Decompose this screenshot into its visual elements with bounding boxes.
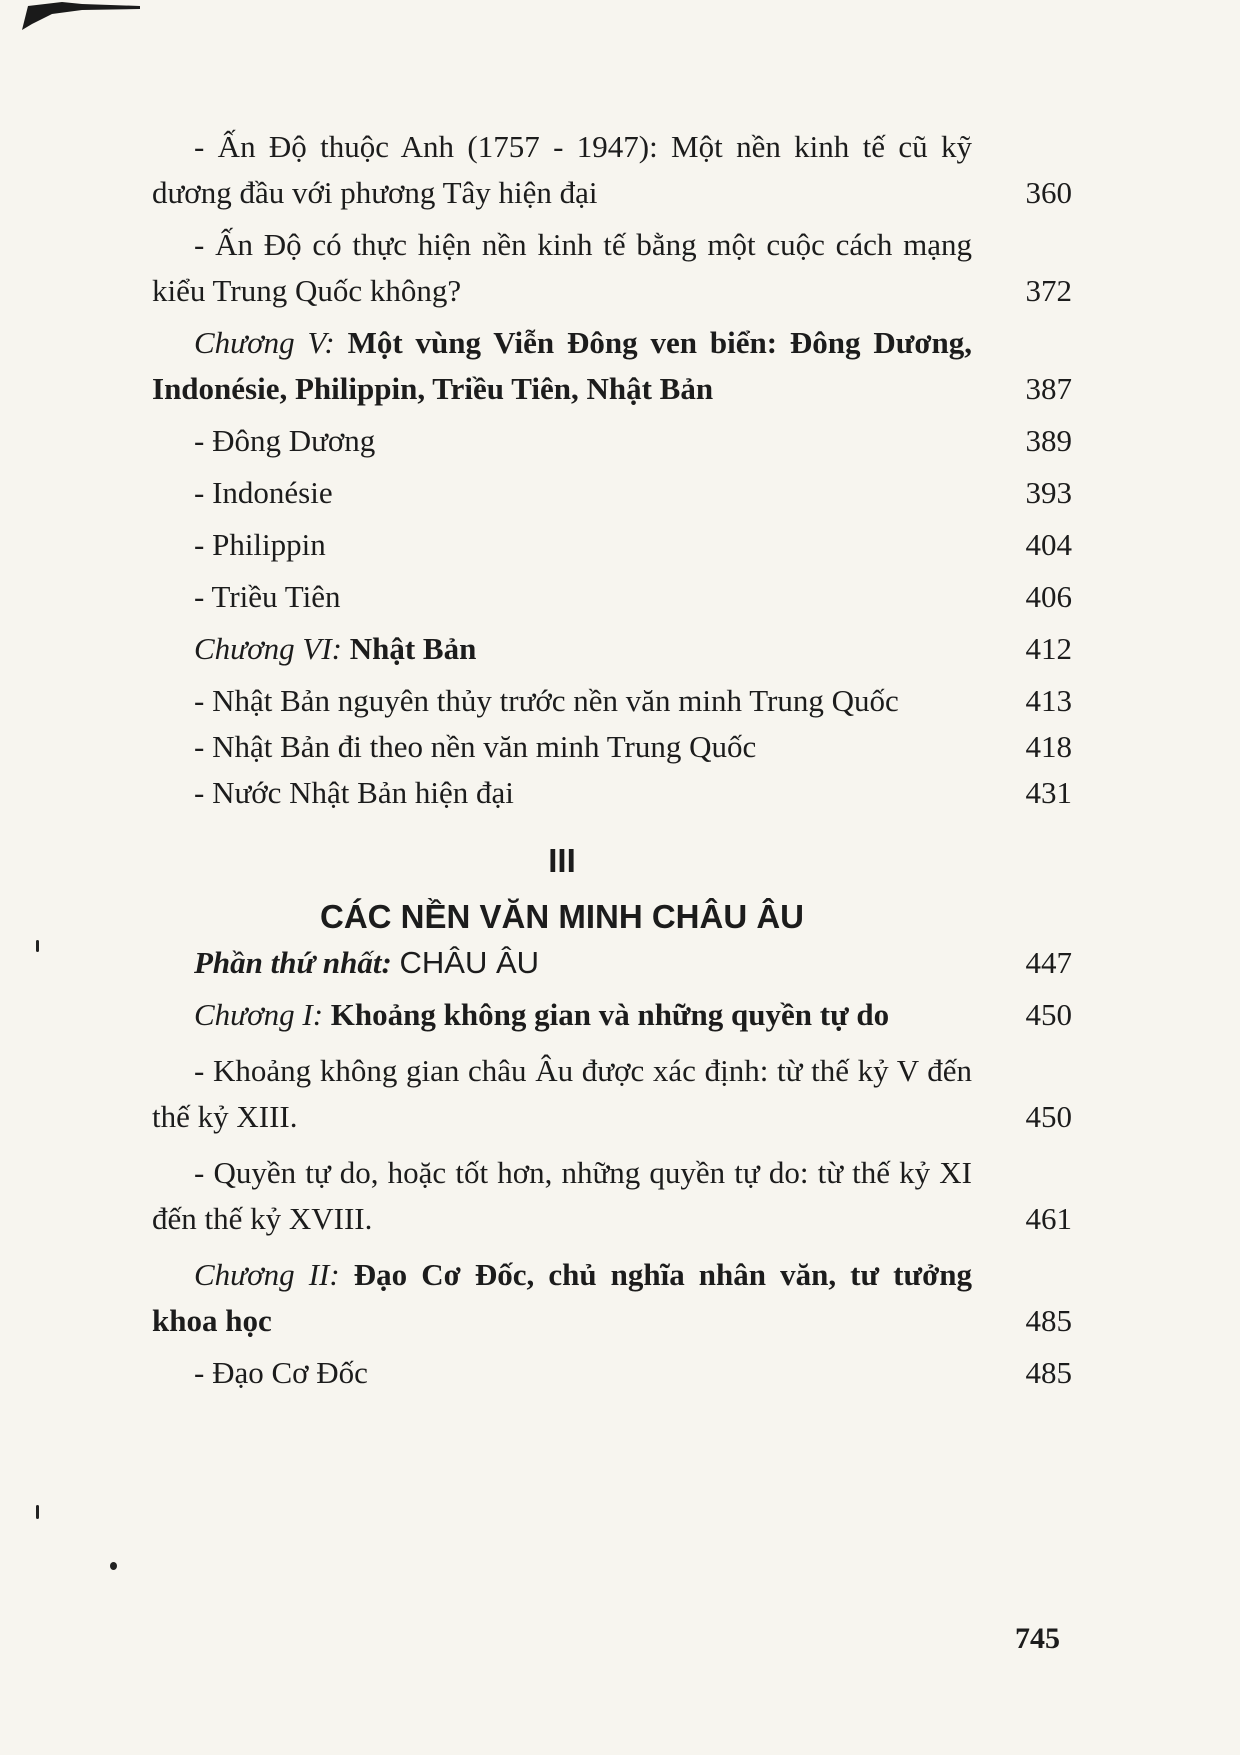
chapter-label: Chương VI: bbox=[194, 631, 342, 666]
chapter-title: Một vùng Viễn Đông ven biển: Đông Dương, Indonésie, Philippin, Triều Tiên, Nhật Bản bbox=[152, 325, 973, 406]
page-number: 745 bbox=[1015, 1622, 1060, 1655]
toc-entry bbox=[152, 222, 1072, 314]
section-numeral: III bbox=[548, 842, 576, 879]
toc-entry bbox=[152, 1048, 1072, 1140]
toc-page-number: 447 bbox=[1025, 945, 1072, 980]
toc-page-number: 372 bbox=[1025, 273, 1072, 308]
scan-corner-mark bbox=[22, 0, 142, 30]
toc-chapter-text bbox=[152, 992, 972, 1038]
toc-chapter-text bbox=[152, 1252, 972, 1344]
toc-page-number: 485 bbox=[1025, 1303, 1072, 1338]
toc-entry-text: - Đông Dương bbox=[194, 423, 376, 458]
toc-page-number: 431 bbox=[1025, 775, 1072, 810]
toc-entry bbox=[152, 724, 1072, 770]
chapter-label: Chương V: bbox=[194, 325, 335, 360]
toc-chapter-text bbox=[152, 320, 972, 412]
toc-entry-text: - Quyền tự do, hoặc tốt hơn, những quyền tự do: từ thế kỷ XI đến thế kỷ XVIII. bbox=[152, 1155, 972, 1236]
toc-page-number: 387 bbox=[1025, 371, 1072, 406]
toc-entry-text: - Nhật Bản nguyên thủy trước nền văn minh Trung Quốc bbox=[194, 683, 899, 718]
toc-part-text bbox=[152, 940, 1014, 986]
toc-page-number: 393 bbox=[1025, 475, 1072, 510]
toc-entry bbox=[152, 418, 1072, 464]
toc-page-number: 413 bbox=[1025, 683, 1072, 718]
toc-entry bbox=[152, 678, 1072, 724]
toc-page-number: 360 bbox=[1025, 175, 1072, 210]
chapter-label: Chương I: bbox=[194, 997, 324, 1032]
toc-page-number: 418 bbox=[1025, 729, 1072, 764]
toc-entry bbox=[152, 124, 1072, 216]
toc-page-number: 450 bbox=[1025, 997, 1072, 1032]
toc-page-number: 412 bbox=[1025, 631, 1072, 666]
toc-entry-text: - Nước Nhật Bản hiện đại bbox=[194, 775, 514, 810]
toc-chapter-entry bbox=[152, 992, 1072, 1038]
toc-page-number: 406 bbox=[1025, 579, 1072, 614]
toc-entry-text: - Triều Tiên bbox=[194, 579, 341, 614]
toc-chapter-entry bbox=[152, 320, 1072, 412]
section-title: CÁC NỀN VĂN MINH CHÂU ÂU bbox=[320, 898, 804, 935]
toc-chapter-entry bbox=[152, 626, 1072, 672]
toc-entry-text: - Đạo Cơ Đốc bbox=[194, 1355, 368, 1390]
toc-page-number: 389 bbox=[1025, 423, 1072, 458]
table-of-contents bbox=[152, 124, 1072, 1396]
toc-entry-text: - Khoảng không gian châu Âu được xác định: từ thế kỷ V đến thế kỷ XIII. bbox=[152, 1053, 972, 1134]
toc-entry-text: - Ấn Độ thuộc Anh (1757 - 1947): Một nền kinh tế cũ kỹ dương đầu với phương Tây hiện đại bbox=[152, 129, 972, 210]
toc-page-number: 404 bbox=[1025, 527, 1072, 562]
chapter-title: Nhật Bản bbox=[349, 631, 477, 666]
scan-speck bbox=[36, 940, 39, 952]
toc-entry bbox=[152, 470, 1072, 516]
toc-entry bbox=[152, 1150, 1072, 1242]
toc-chapter-entry bbox=[152, 1252, 1072, 1344]
toc-chapter-text bbox=[152, 626, 1014, 672]
scan-speck bbox=[110, 1562, 117, 1570]
toc-entry-text: - Indonésie bbox=[194, 475, 333, 510]
chapter-title: Khoảng không gian và những quyền tự do bbox=[330, 997, 890, 1032]
chapter-label: Chương II: bbox=[194, 1257, 340, 1292]
toc-page-number: 485 bbox=[1025, 1355, 1072, 1390]
toc-page-number: 450 bbox=[1025, 1099, 1072, 1134]
toc-entry bbox=[152, 574, 1072, 620]
toc-page-number: 461 bbox=[1025, 1201, 1072, 1236]
scan-speck bbox=[36, 1505, 39, 1519]
part-title: CHÂU ÂU bbox=[399, 945, 540, 980]
chapter-title: Đạo Cơ Đốc, chủ nghĩa nhân văn, tư tưởng khoa học bbox=[152, 1257, 972, 1338]
toc-entry-text: - Philippin bbox=[194, 527, 326, 562]
part-label: Phần thứ nhất: bbox=[194, 945, 392, 980]
toc-entry bbox=[152, 1350, 1072, 1396]
toc-part-entry bbox=[152, 940, 1072, 986]
toc-entry-text: - Nhật Bản đi theo nền văn minh Trung Quốc bbox=[194, 729, 757, 764]
toc-entry bbox=[152, 522, 1072, 568]
toc-entry bbox=[152, 770, 1072, 816]
toc-entry-text: - Ấn Độ có thực hiện nền kinh tế bằng một cuộc cách mạng kiểu Trung Quốc không? bbox=[152, 227, 972, 308]
